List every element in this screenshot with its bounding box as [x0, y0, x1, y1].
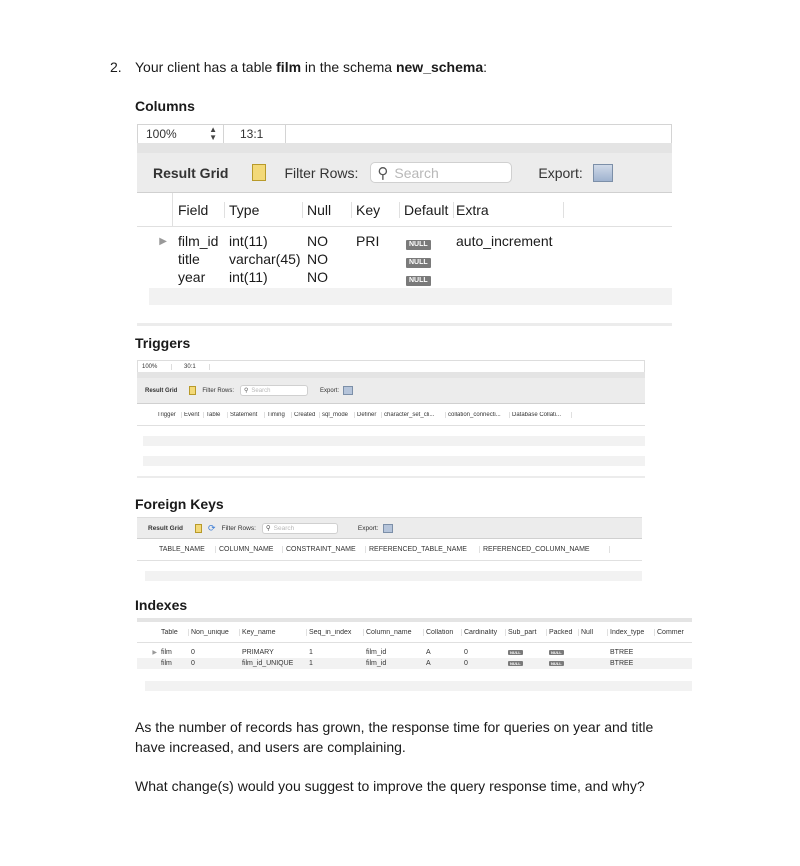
indexes-panel [137, 618, 692, 692]
table-row[interactable] [137, 232, 672, 250]
grid-icon[interactable] [195, 524, 202, 533]
table-row[interactable] [137, 250, 672, 268]
foreign-keys-panel [137, 517, 642, 589]
paragraph-context: As the number of records has grown, the response time for queries on year and title have increased, and users are complaining. [135, 719, 654, 755]
col-header[interactable]: Cardinality [462, 629, 506, 636]
cell-extra: auto_increment [456, 233, 553, 249]
col-header[interactable]: Key_name [240, 629, 307, 636]
cell-field: year [178, 269, 206, 285]
cell: film_id_UNIQUE [242, 660, 294, 667]
triggers-panel [137, 360, 645, 490]
result-grid-label[interactable]: Result Grid [153, 164, 229, 181]
grid-icon[interactable] [189, 386, 196, 395]
zoom-select[interactable]: 100% ▲ ▼ [138, 125, 224, 143]
col-header[interactable]: Column_name [364, 629, 424, 636]
cell-type: int(11) [229, 269, 268, 285]
cell-type: int(11) [229, 233, 268, 249]
filter-rows-label: Filter Rows: [284, 164, 359, 181]
col-header[interactable]: character_set_cli... [382, 412, 446, 418]
result-grid-label[interactable]: Result Grid [145, 387, 178, 394]
col-header[interactable]: Database Collati... [510, 412, 572, 418]
col-header[interactable]: Index_type [608, 629, 655, 636]
cursor-position: 30:1 [172, 364, 210, 370]
col-header[interactable]: REFERENCED_TABLE_NAME [366, 546, 480, 553]
search-input[interactable]: ⚲ Search [370, 162, 512, 183]
triggers-heading: Triggers [135, 335, 191, 351]
export-icon[interactable] [383, 524, 393, 533]
triggers-header-row [137, 404, 645, 426]
fk-header-row [137, 539, 642, 561]
col-header[interactable]: Timing [265, 412, 292, 418]
null-badge: NULL [510, 661, 521, 666]
cell: 0 [191, 660, 195, 667]
col-header[interactable]: Definer [355, 412, 382, 418]
search-input[interactable]: ⚲ Search [240, 385, 308, 396]
col-header[interactable]: Table [161, 629, 189, 636]
col-header[interactable]: Event [182, 412, 204, 418]
indexes-header-row [137, 622, 692, 643]
cursor-position: 13:1 [224, 125, 286, 143]
zoom-select[interactable]: 100% [138, 364, 172, 370]
table-name: film [276, 59, 302, 75]
row-pointer-icon: ▶ [159, 235, 167, 247]
col-header[interactable]: Table [204, 412, 228, 418]
question-intro: Your client has a table film in the schema new_schema: [135, 59, 488, 75]
export-icon[interactable] [343, 386, 353, 395]
cell: film [161, 649, 172, 656]
col-header-null[interactable]: Null [303, 202, 352, 218]
null-badge: NULL [551, 661, 562, 666]
col-header-default[interactable]: Default [400, 202, 454, 218]
cell-null: NO [307, 233, 328, 249]
col-header-key[interactable]: Key [352, 202, 400, 218]
col-header[interactable]: Seq_in_index [307, 629, 364, 636]
export-label: Export: [357, 524, 379, 532]
col-header-field[interactable]: Field [173, 202, 225, 218]
col-header[interactable]: Non_unique [189, 629, 240, 636]
col-header[interactable]: sql_mode [320, 412, 355, 418]
col-header[interactable]: Statement [228, 412, 265, 418]
cell-type: varchar(45) [229, 251, 301, 267]
null-badge: NULL [406, 240, 431, 250]
columns-panel [137, 124, 672, 328]
cell: 1 [309, 660, 313, 667]
col-header[interactable]: Packed [547, 629, 579, 636]
cell: BTREE [610, 660, 634, 667]
stepper-icon: ▲ ▼ [209, 125, 217, 142]
grid-icon[interactable] [252, 164, 266, 181]
foreign-keys-heading: Foreign Keys [135, 496, 224, 512]
col-header[interactable]: collation_connecti... [446, 412, 510, 418]
col-header[interactable]: Collation [424, 629, 462, 636]
cell: A [426, 649, 431, 656]
table-row[interactable] [137, 658, 692, 669]
col-header[interactable]: Created [292, 412, 320, 418]
row-pointer-icon: ▶ [152, 650, 157, 656]
question-number: 2. [110, 59, 122, 75]
null-badge: NULL [510, 650, 521, 655]
col-header-type[interactable]: Type [225, 202, 303, 218]
cell-field: title [178, 251, 200, 267]
col-header[interactable]: Sub_part [506, 629, 547, 636]
search-icon: ⚲ [377, 164, 389, 182]
search-input[interactable]: ⚲ Search [262, 523, 338, 534]
export-label: Export: [538, 164, 583, 181]
cell: 0 [464, 649, 468, 656]
cell: 0 [191, 649, 195, 656]
null-badge: NULL [406, 276, 431, 286]
indexes-heading: Indexes [135, 597, 188, 613]
filter-rows-label: Filter Rows: [202, 387, 235, 394]
refresh-icon[interactable]: ⟳ [208, 522, 216, 533]
cell: film_id [366, 660, 387, 667]
cell: 1 [309, 649, 313, 656]
table-row[interactable] [137, 268, 672, 286]
col-header-extra[interactable]: Extra [454, 202, 564, 218]
cell: 0 [464, 660, 468, 667]
col-header[interactable]: COLUMN_NAME [216, 546, 283, 553]
col-header[interactable]: REFERENCED_COLUMN_NAME [480, 546, 610, 553]
col-header[interactable]: Null [579, 629, 608, 636]
col-header[interactable]: Commer [657, 628, 684, 636]
table-row[interactable] [137, 647, 692, 658]
search-icon: ⚲ [244, 388, 249, 394]
cell: A [426, 660, 431, 667]
cell: film_id [366, 649, 387, 656]
paragraph-question: What change(s) would you suggest to improve the query response time, and why? [135, 778, 645, 794]
export-icon[interactable] [593, 164, 613, 182]
cell-key: PRI [356, 233, 380, 249]
null-badge: NULL [551, 650, 562, 655]
cell-null: NO [307, 269, 328, 285]
filter-rows-label: Filter Rows: [221, 524, 256, 532]
cell-null: NO [307, 251, 328, 267]
schema-name: new_schema [395, 59, 484, 75]
columns-heading: Columns [135, 98, 195, 114]
col-header[interactable]: CONSTRAINT_NAME [283, 546, 366, 553]
export-label: Export: [320, 387, 340, 394]
result-grid-label[interactable]: Result Grid [148, 524, 184, 532]
search-icon: ⚲ [265, 525, 271, 532]
col-header[interactable]: TABLE_NAME [159, 546, 216, 553]
cell-field: film_id [178, 233, 219, 249]
cell: PRIMARY [242, 649, 274, 656]
cell: BTREE [610, 649, 634, 656]
col-header[interactable]: Trigger [157, 412, 182, 418]
null-badge: NULL [406, 258, 431, 268]
cell: film [161, 660, 172, 667]
